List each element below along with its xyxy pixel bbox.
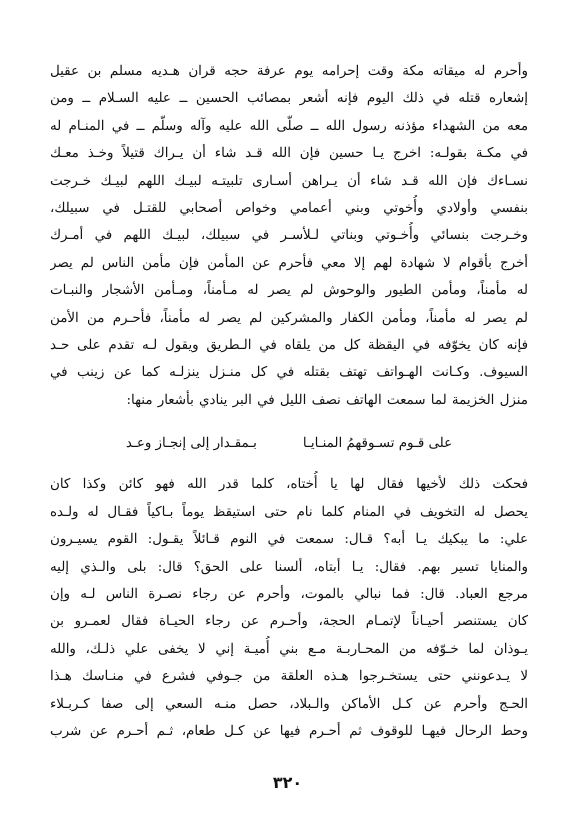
- text-line: وأحرم له ميقاته مكة وقت إحرامه يوم عرفة حجه قران هـديه مسلم بن عقيل: [50, 64, 528, 79]
- text-line: السيوف. وكـانت الهـواتف تهتف بقتله في كل منـزل ينزلـه كما عن زينب في: [50, 365, 528, 381]
- text-line: فحكت ذلك لأخيها فقال لها يا أُختاه، كلما قدر الله فهو كائن وكذا كان: [50, 477, 528, 493]
- text-line: لا يـدعونني حتى يستخـرجوا هـذه العلقة من جـوفي فشرع في منـاسك هـذا: [50, 669, 528, 685]
- page-body: [50, 58, 528, 745]
- text-line: نسـاءك فإن الله قـد شاء أن يـراهن أسـارى تلبيتـه لبيـك اللهم لبيـك خـرجت: [50, 173, 528, 189]
- paragraph-1: [50, 58, 528, 414]
- text-line: منزل الخزيمة لما سمعت الهاتف نصف الليل في البر ينادي بأشعار منها:: [126, 392, 528, 408]
- text-line: له مأمناً، ومأمن الطيور والوحوش لم يصر له مـأمناً، ومـأمن الأشجار والنبـات: [50, 283, 528, 299]
- text-line: مرجع العباد. قال: فما نبالي بالموت، وأحرم عن رجاء نصـرة الناس لـه وإن: [50, 586, 528, 602]
- text-line: وخـرجت بنسائي وأُخـوتي وبناتي لـلأسـر في سبيلك، لبيـك اللهم في أمـرك: [50, 228, 528, 244]
- text-line: كان يستنصر أحيـاناً لإتمـام الحجة، وأحـرم عن رجاء الحيـاة فقال لعمـرو بن: [50, 614, 528, 630]
- text-line: والمنايا تسير بهم. فقال: يـا أبتاه، ألسنا على الحق؟ قال: بلى والـذي إليه: [50, 559, 528, 575]
- text-line: يـوذان لما خـوّفه من المحـاربـة مـع بني أُميـة إني لا يخفى علي ذلـك، والله: [50, 641, 528, 657]
- text-line: علي: ما يبكيك يـا أبه؟ قـال: سمعت في النوم قـائلاً يقـول: القوم يسيـرون: [50, 532, 528, 548]
- paragraph-2: [50, 471, 528, 745]
- text-line: فإنه كان يخوّفه في اليقظة كل من يلقاه في الـطريق ويقول لـه تقدم على حـد: [50, 338, 528, 354]
- text-line: إشعاره قتله في ذلك اليوم فإنه أشعر بمصائب الحسين ــ عليه السـلام ــ ومن: [50, 91, 528, 107]
- text-line: وحط الرحال فيهـا للوقوف ثم أحـرم فيها عن كـل طعام، ثـم أحـرم عن شرب: [50, 723, 528, 739]
- text-line: لم يصر له مأمناً، ومأمن الكفار والمشركين لم يصر له مأمناً، فأحـرم من الأمن: [50, 310, 528, 326]
- verse-second-hemistich: بـمقـدار إلى إنجـاز وعـد: [125, 436, 257, 452]
- page-number: ٣٢٠: [272, 773, 303, 792]
- text-line: في مكـة بقولـه: اخرج يـا حسين فإن الله قـد شاء أن يـراك قتيلاً وخـذ معـك: [50, 146, 528, 162]
- poetry-verse: [50, 430, 528, 457]
- text-line: بنفسي وأولادي وأُخوتي وبني أعمامي وخواص أصحابي للقتـل في سبيلك،: [50, 201, 528, 217]
- text-line: أخرج بأقوام لا شهادة لهم إلا معي فأحرم عن المأمن فإن مأمن الناس لم يصر: [50, 255, 528, 271]
- text-line: معه من الشهداء مؤذنه رسول الله ــ صلّى الله عليه وآله وسلّم ــ في المنـام له: [50, 118, 528, 134]
- text-line: الحـج وأحرم عن كـل الأماكن والـبلاد، حصل منـه السعي إلى صفا كـربـلاء: [50, 696, 528, 712]
- text-line: يحصل له التخويف في المنام كلما نام حتى استيقظ يوماً بـاكياً فقـال له ولـده: [50, 504, 528, 520]
- verse-first-hemistich: على قـوم تسـوقهمُ المنـايـا: [302, 436, 453, 452]
